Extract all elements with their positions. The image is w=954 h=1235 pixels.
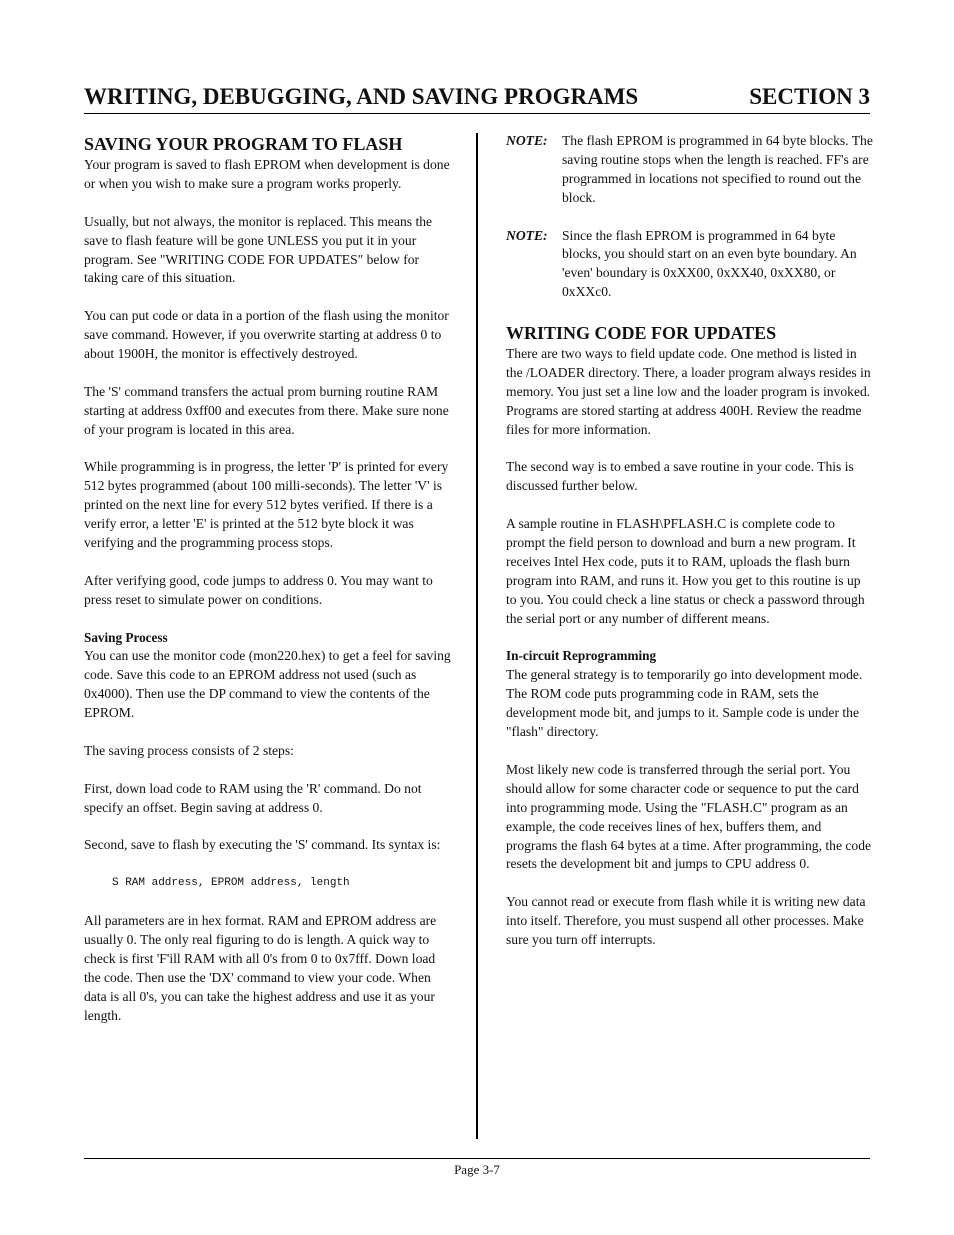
page-title: WRITING, DEBUGGING, AND SAVING PROGRAMS <box>84 84 639 109</box>
paragraph: You can put code or data in a portion of the flash using the monitor save command. However, if you overwrite starting at address 0 to about 1900H, the monitor is effectively destroyed. <box>84 308 449 362</box>
column-divider <box>476 133 478 1139</box>
paragraph: You cannot read or execute from flash while it is writing new data into itself. Therefore, you must suspend all other processes. Make sure you turn off interrupts. <box>506 894 866 948</box>
paragraph: Your program is saved to flash EPROM when development is done or when you wish to make sure a program works properly. <box>84 157 450 191</box>
note-text: The flash EPROM is programmed in 64 byte blocks. The saving routine stops when the length is reached. FF's are programmed in locations not specified to round out the block. <box>562 133 873 205</box>
paragraph: All parameters are in hex format. RAM and EPROM address are usually 0. The only real figuring to do is length. A quick way to check is first 'F'ill RAM with all 0's from 0 to 0x7fff. Down load the code. Then use the 'DX' command to view your code. When data is all 0's, you can take the highest address and use it as your length. <box>84 913 437 1023</box>
note-label: NOTE: <box>506 133 548 148</box>
left-column <box>84 132 454 1044</box>
note-block <box>506 227 874 303</box>
right-column <box>506 132 874 969</box>
note-block <box>506 132 874 208</box>
footer-rule <box>84 1158 870 1159</box>
subheading-saving-process: Saving Process <box>84 629 168 645</box>
paragraph: Second, save to flash by executing the 'S' command. Its syntax is: <box>84 837 441 853</box>
paragraph: A sample routine in FLASH\PFLASH.C is complete code to prompt the field person to download and burn a new program. It receives Intel Hex code, puts it to RAM, uploads the flash burn program into RAM, and runs it. How you get to this routine is up to you. You could check a line status or check a password through the serial port or any number of different means. <box>506 516 865 626</box>
note-label: NOTE: <box>506 227 548 243</box>
heading-saving-to-flash: SAVING YOUR PROGRAM TO FLASH <box>84 134 403 154</box>
paragraph: The second way is to embed a save routine in your code. This is discussed further below. <box>506 459 854 494</box>
note-text: Since the flash EPROM is programmed in 64 byte blocks, you should start on an even byte boundary. An 'even' boundary is 0xXX00, 0xXX40, 0xXX80, or 0xXXc0. <box>562 227 857 300</box>
paragraph: There are two ways to field update code. One method is listed in the /LOADER directory. There, a loader program always resides in memory. You just set a line low and the loader program is invoked. Programs are stored starting at address 400H. Review the readme files for more information. <box>506 346 871 437</box>
header-rule <box>84 113 870 114</box>
subheading-in-circuit-reprogramming: In-circuit Reprogramming <box>506 648 657 664</box>
section-label: SECTION 3 <box>749 84 870 109</box>
paragraph: You can use the monitor code (mon220.hex) to get a feel for saving code. Save this code to an EPROM address not used (such as 0x4000). Then use the DP command to view the contents of the EPROM. <box>84 648 451 721</box>
paragraph: After verifying good, code jumps to address 0. You may want to press reset to simulate power on conditions. <box>84 572 433 607</box>
paragraph: The 'S' command transfers the actual prom burning routine RAM starting at address 0xff00 and executes from there. Make sure none of your program is located in this area. <box>84 383 449 437</box>
syntax-code: S RAM address, EPROM address, length <box>112 877 350 890</box>
paragraph: First, down load code to RAM using the 'R' command. Do not specify an offset. Begin saving at address 0. <box>84 780 422 815</box>
paragraph: Usually, but not always, the monitor is replaced. This means the save to flash feature will be gone UNLESS you put it in your program. See "WRITING CODE FOR UPDATES" below for taking care of this situation. <box>84 213 433 286</box>
page-number: Page 3-7 <box>454 1162 500 1177</box>
heading-writing-code-for-updates: WRITING CODE FOR UPDATES <box>506 323 777 344</box>
page-header <box>84 84 870 114</box>
paragraph: While programming is in progress, the letter 'P' is printed for every 512 bytes programmed (about 100 milli-seconds). The letter 'V' is printed on the next line for every 512 bytes verified. If there is a verify error, a letter 'E' is printed at the 512 byte block it was verifying and the programming process stops. <box>84 459 449 551</box>
paragraph: Most likely new code is transferred through the serial port. You should allow for some character code or sequence to put the card into programming mode. Using the "FLASH.C" program as an example, the code receives lines of hex, buffers them, and programs the flash 64 bytes at a time. After programming, the code resets the development bit and jumps to CPU address 0. <box>506 761 872 872</box>
paragraph: The general strategy is to temporarily go into development mode. The ROM code puts programming code in RAM, sets the development mode bit, and jumps to it. Sample code is under the "flash" directory. <box>506 667 863 740</box>
paragraph: The saving process consists of 2 steps: <box>84 742 294 758</box>
